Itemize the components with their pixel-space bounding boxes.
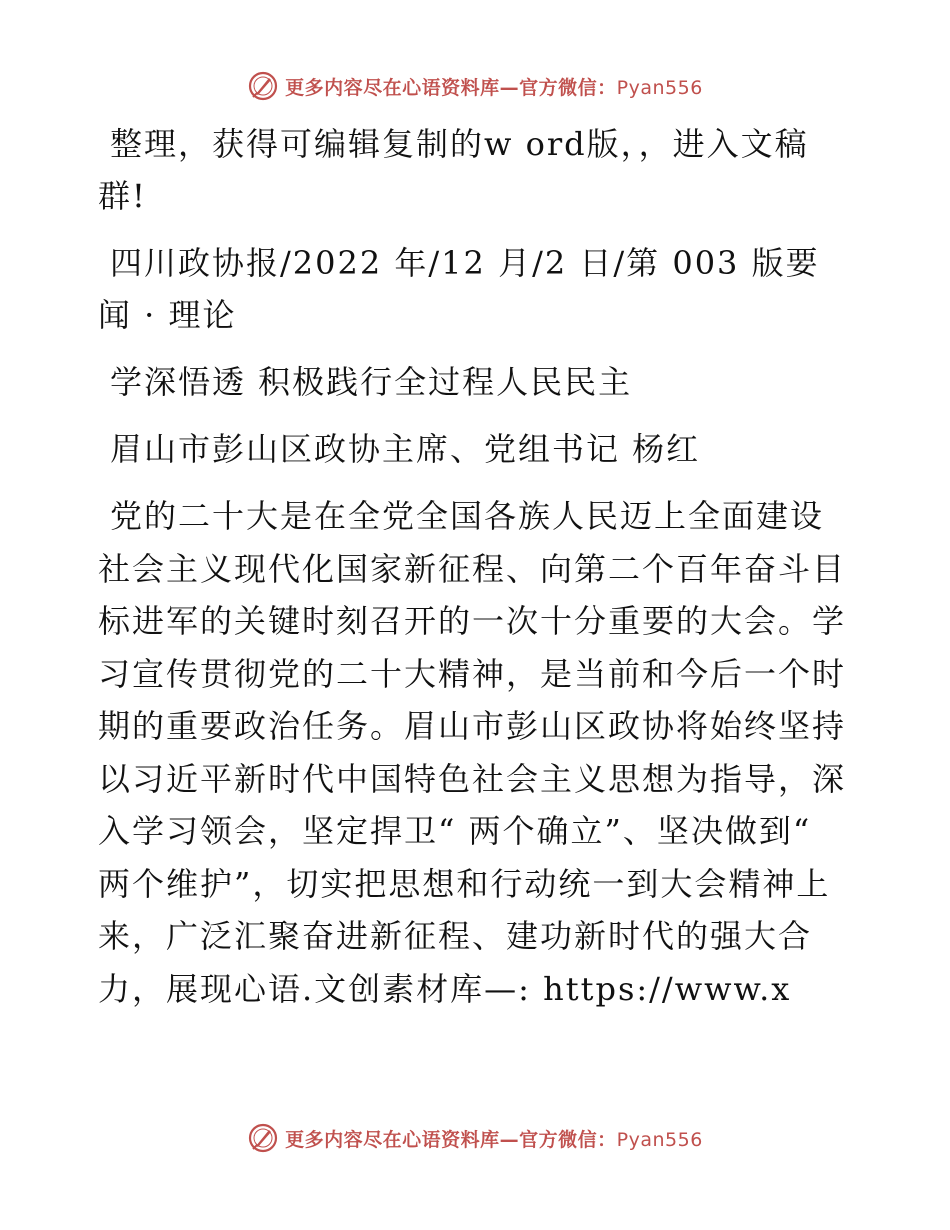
- footer-watermark-banner: [0, 1122, 950, 1154]
- intro-paragraph: 整理，获得可编辑复制的w ord版，，进入文稿群!: [98, 125, 809, 215]
- article-title: 学深悟透 积极践行全过程人民民主: [110, 363, 633, 401]
- header-watermark-banner: [0, 70, 950, 102]
- quill-seal-icon: [247, 70, 279, 102]
- author-line: 眉山市彭山区政协主席、党组书记 杨红: [110, 430, 701, 468]
- watermark-text: 更多内容尽在心语资料库—官方微信：Pyan556: [285, 76, 703, 99]
- wechat-id: Pyan556: [616, 1128, 703, 1151]
- document-body: [98, 118, 850, 1030]
- wechat-id: Pyan556: [616, 76, 703, 99]
- watermark-text: 更多内容尽在心语资料库—官方微信：Pyan556: [285, 1128, 703, 1151]
- quill-seal-icon: [247, 1122, 279, 1154]
- source-line: 四川政协报/2022 年/12 月/2 日/第 003 版要闻 · 理论: [98, 244, 820, 334]
- body-paragraph: 党的二十大是在全党全国各族人民迈上全面建设社会主义现代化国家新征程、向第二个百年奋斗目标进军的关键时刻召开的一次十分重要的大会。学习宣传贯彻党的二十大精神，是当前和今后一个时期的重要政治任务。眉山市彭山区政协将始终坚持以习近平新时代中国特色社会主义思想为指导，深入学习领会，坚定捍卫“ 两个确立”、坚决做到“ 两个维护”，切实把思想和行动统一到大会精神上来，广泛汇聚奋进新征程、建功新时代的强大合力，展现心语.文创素材库—: https://www.x: [98, 497, 847, 1008]
